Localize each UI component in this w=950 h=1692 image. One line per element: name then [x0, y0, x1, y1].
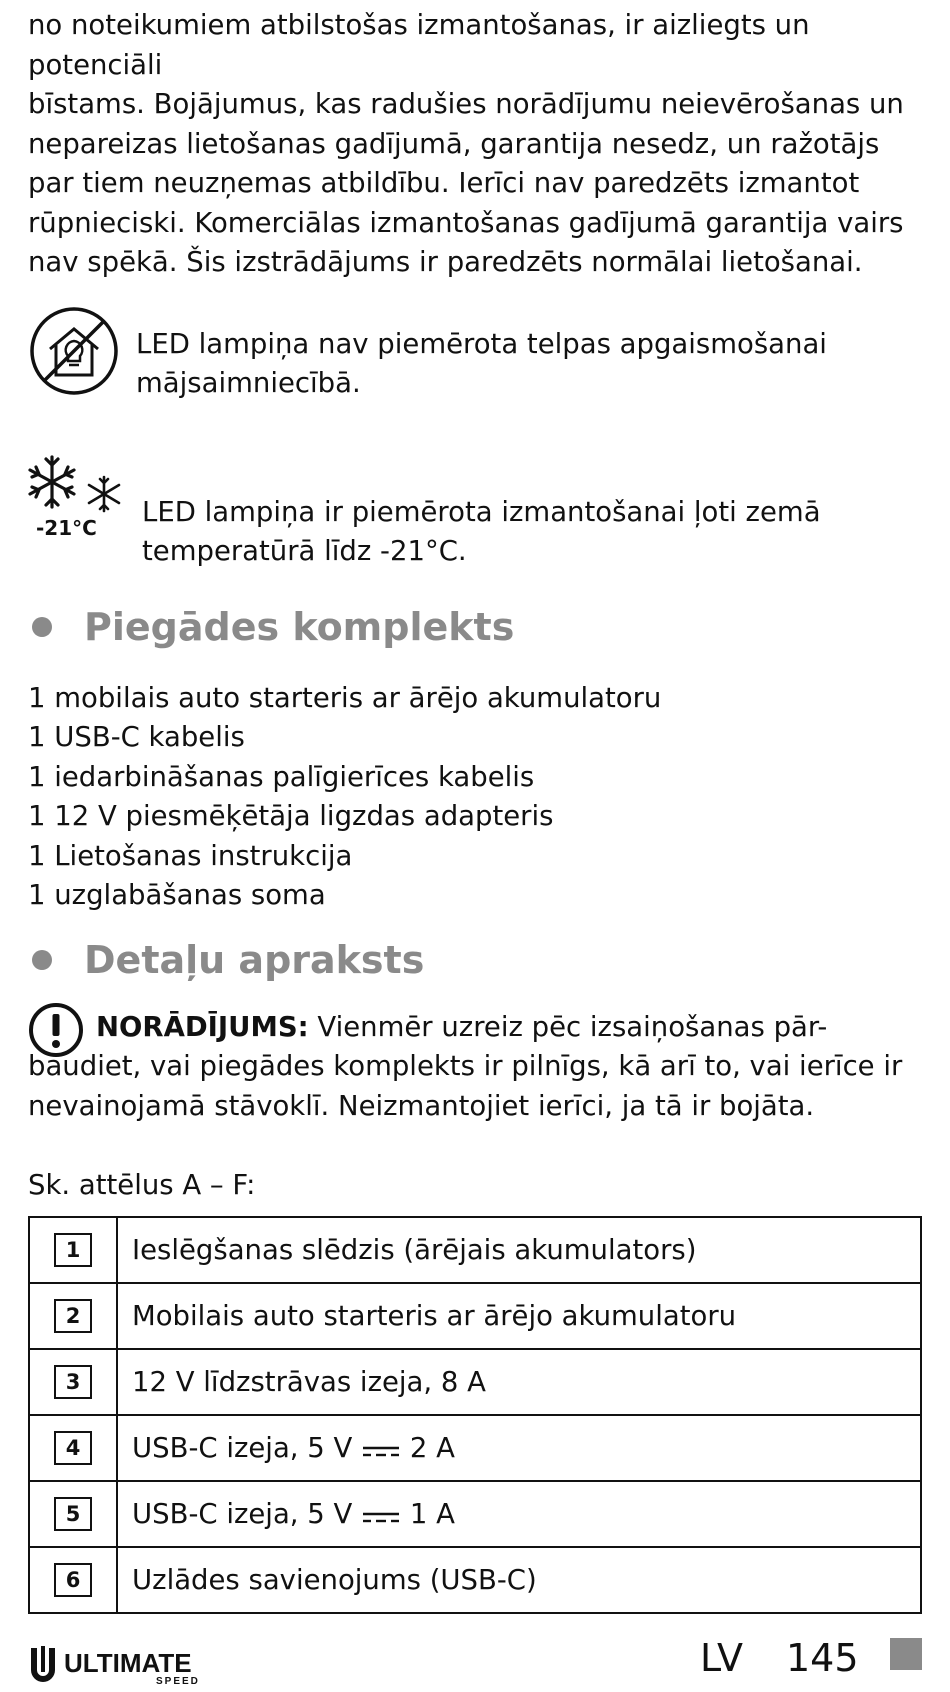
notice-line: baudiet, vai piegādes komplekts ir pilnīgs, kā arī to, vai ierīce ir — [28, 1050, 903, 1082]
corner-square — [890, 1638, 922, 1670]
note-line: LED lampiņa ir piemērota izmantošanai ļoti zemā — [142, 495, 821, 528]
part-number: 2 — [54, 1299, 92, 1333]
notice-line — [28, 1008, 922, 1048]
table-row — [29, 1217, 921, 1283]
delivery-list — [28, 679, 922, 916]
page-footer — [28, 1638, 922, 1688]
section-heading-delivery — [28, 597, 922, 657]
list-item: 1 USB-C kabelis — [28, 721, 245, 753]
intro-line: rūpnieciski. Komerciālas izmantošanas gadījumā garantija vairs — [28, 206, 904, 239]
low-temperature-note — [28, 453, 922, 573]
exclamation-icon — [28, 1002, 84, 1058]
temperature-label: -21°C — [36, 515, 97, 540]
dc-current-icon — [361, 1443, 401, 1459]
parts-table — [28, 1216, 922, 1614]
list-item: 1 uzglabāšanas soma — [28, 879, 326, 911]
brand-name: ULTIMATE — [64, 1648, 192, 1678]
bullet-icon — [32, 617, 52, 637]
notice-block — [28, 1008, 922, 1127]
list-item: 1 12 V piesmēķētāja ligzdas adapteris — [28, 800, 554, 832]
table-row — [29, 1481, 921, 1547]
part-number: 1 — [54, 1233, 92, 1267]
notice-label: NORĀDĪJUMS: — [96, 1010, 309, 1043]
part-number: 5 — [54, 1497, 92, 1531]
part-description-post: 1 A — [409, 1497, 455, 1530]
brand-sub: SPEED — [156, 1676, 200, 1686]
part-description: Mobilais auto starteris ar ārējo akumulatoru — [117, 1283, 921, 1349]
notice-text: Vienmēr uzreiz pēc izsaiņošanas pār- — [308, 1010, 828, 1043]
intro-paragraph — [28, 6, 922, 283]
part-number: 6 — [54, 1563, 92, 1597]
notice-line: nevainojamā stāvoklī. Neizmantojiet ierīci, ja tā ir bojāta. — [28, 1089, 815, 1122]
snowflake-icon — [28, 453, 128, 519]
note-line: temperatūrā līdz -21°C. — [142, 535, 467, 567]
part-description — [117, 1481, 921, 1547]
intro-line: nepareizas lietošanas gadījumā, garantija nesedz, un ražotājs — [28, 127, 880, 160]
language-code: LV — [700, 1636, 743, 1680]
section-title: Piegādes komplekts — [84, 604, 515, 649]
intro-line: no noteikumiem atbilstošas izmantošanas, ir aizliegts un potenciāli — [28, 9, 810, 81]
part-description: Uzlādes savienojums (USB-C) — [117, 1547, 921, 1613]
see-figures-text: Sk. attēlus A – F: — [28, 1169, 256, 1201]
indoor-lighting-text — [136, 325, 827, 404]
part-description-post: 2 A — [409, 1431, 455, 1464]
part-number: 4 — [54, 1431, 92, 1465]
list-item: 1 mobilais auto starteris ar ārējo akumulatoru — [28, 681, 662, 714]
part-number: 3 — [54, 1365, 92, 1399]
part-description-pre: USB-C izeja, 5 V — [132, 1431, 353, 1464]
note-line: mājsaimniecībā. — [136, 367, 361, 399]
note-line: LED lampiņa nav piemērota telpas apgaismošanai — [136, 327, 827, 360]
part-description: 12 V līdzstrāvas izeja, 8 A — [117, 1349, 921, 1415]
part-description — [117, 1415, 921, 1481]
part-description: Ieslēgšanas slēdzis (ārējais akumulators) — [117, 1217, 921, 1283]
list-item: 1 iedarbināšanas palīgierīces kabelis — [28, 760, 535, 793]
ultimate-speed-logo — [28, 1642, 218, 1686]
part-description-pre: USB-C izeja, 5 V — [132, 1497, 353, 1530]
table-row — [29, 1349, 921, 1415]
table-row — [29, 1283, 921, 1349]
list-item: 1 Lietošanas instrukcija — [28, 839, 353, 872]
bullet-icon — [32, 950, 52, 970]
page-number: 145 — [786, 1636, 859, 1680]
table-row — [29, 1415, 921, 1481]
low-temperature-text — [142, 493, 821, 572]
section-heading-parts — [28, 930, 922, 990]
section-title: Detaļu apraksts — [84, 937, 425, 982]
intro-line: par tiem neuzņemas atbildību. Ierīci nav paredzēts izmantot — [28, 167, 860, 199]
dc-current-icon — [361, 1509, 401, 1525]
indoor-lighting-note — [28, 303, 922, 415]
intro-line: bīstams. Bojājumus, kas radušies norādījumu neievērošanas un — [28, 88, 904, 120]
no-house-lamp-icon — [28, 305, 120, 397]
manual-page — [28, 0, 922, 1614]
table-row — [29, 1547, 921, 1613]
intro-line: nav spēkā. Šis izstrādājums ir paredzēts normālai lietošanai. — [28, 246, 863, 278]
